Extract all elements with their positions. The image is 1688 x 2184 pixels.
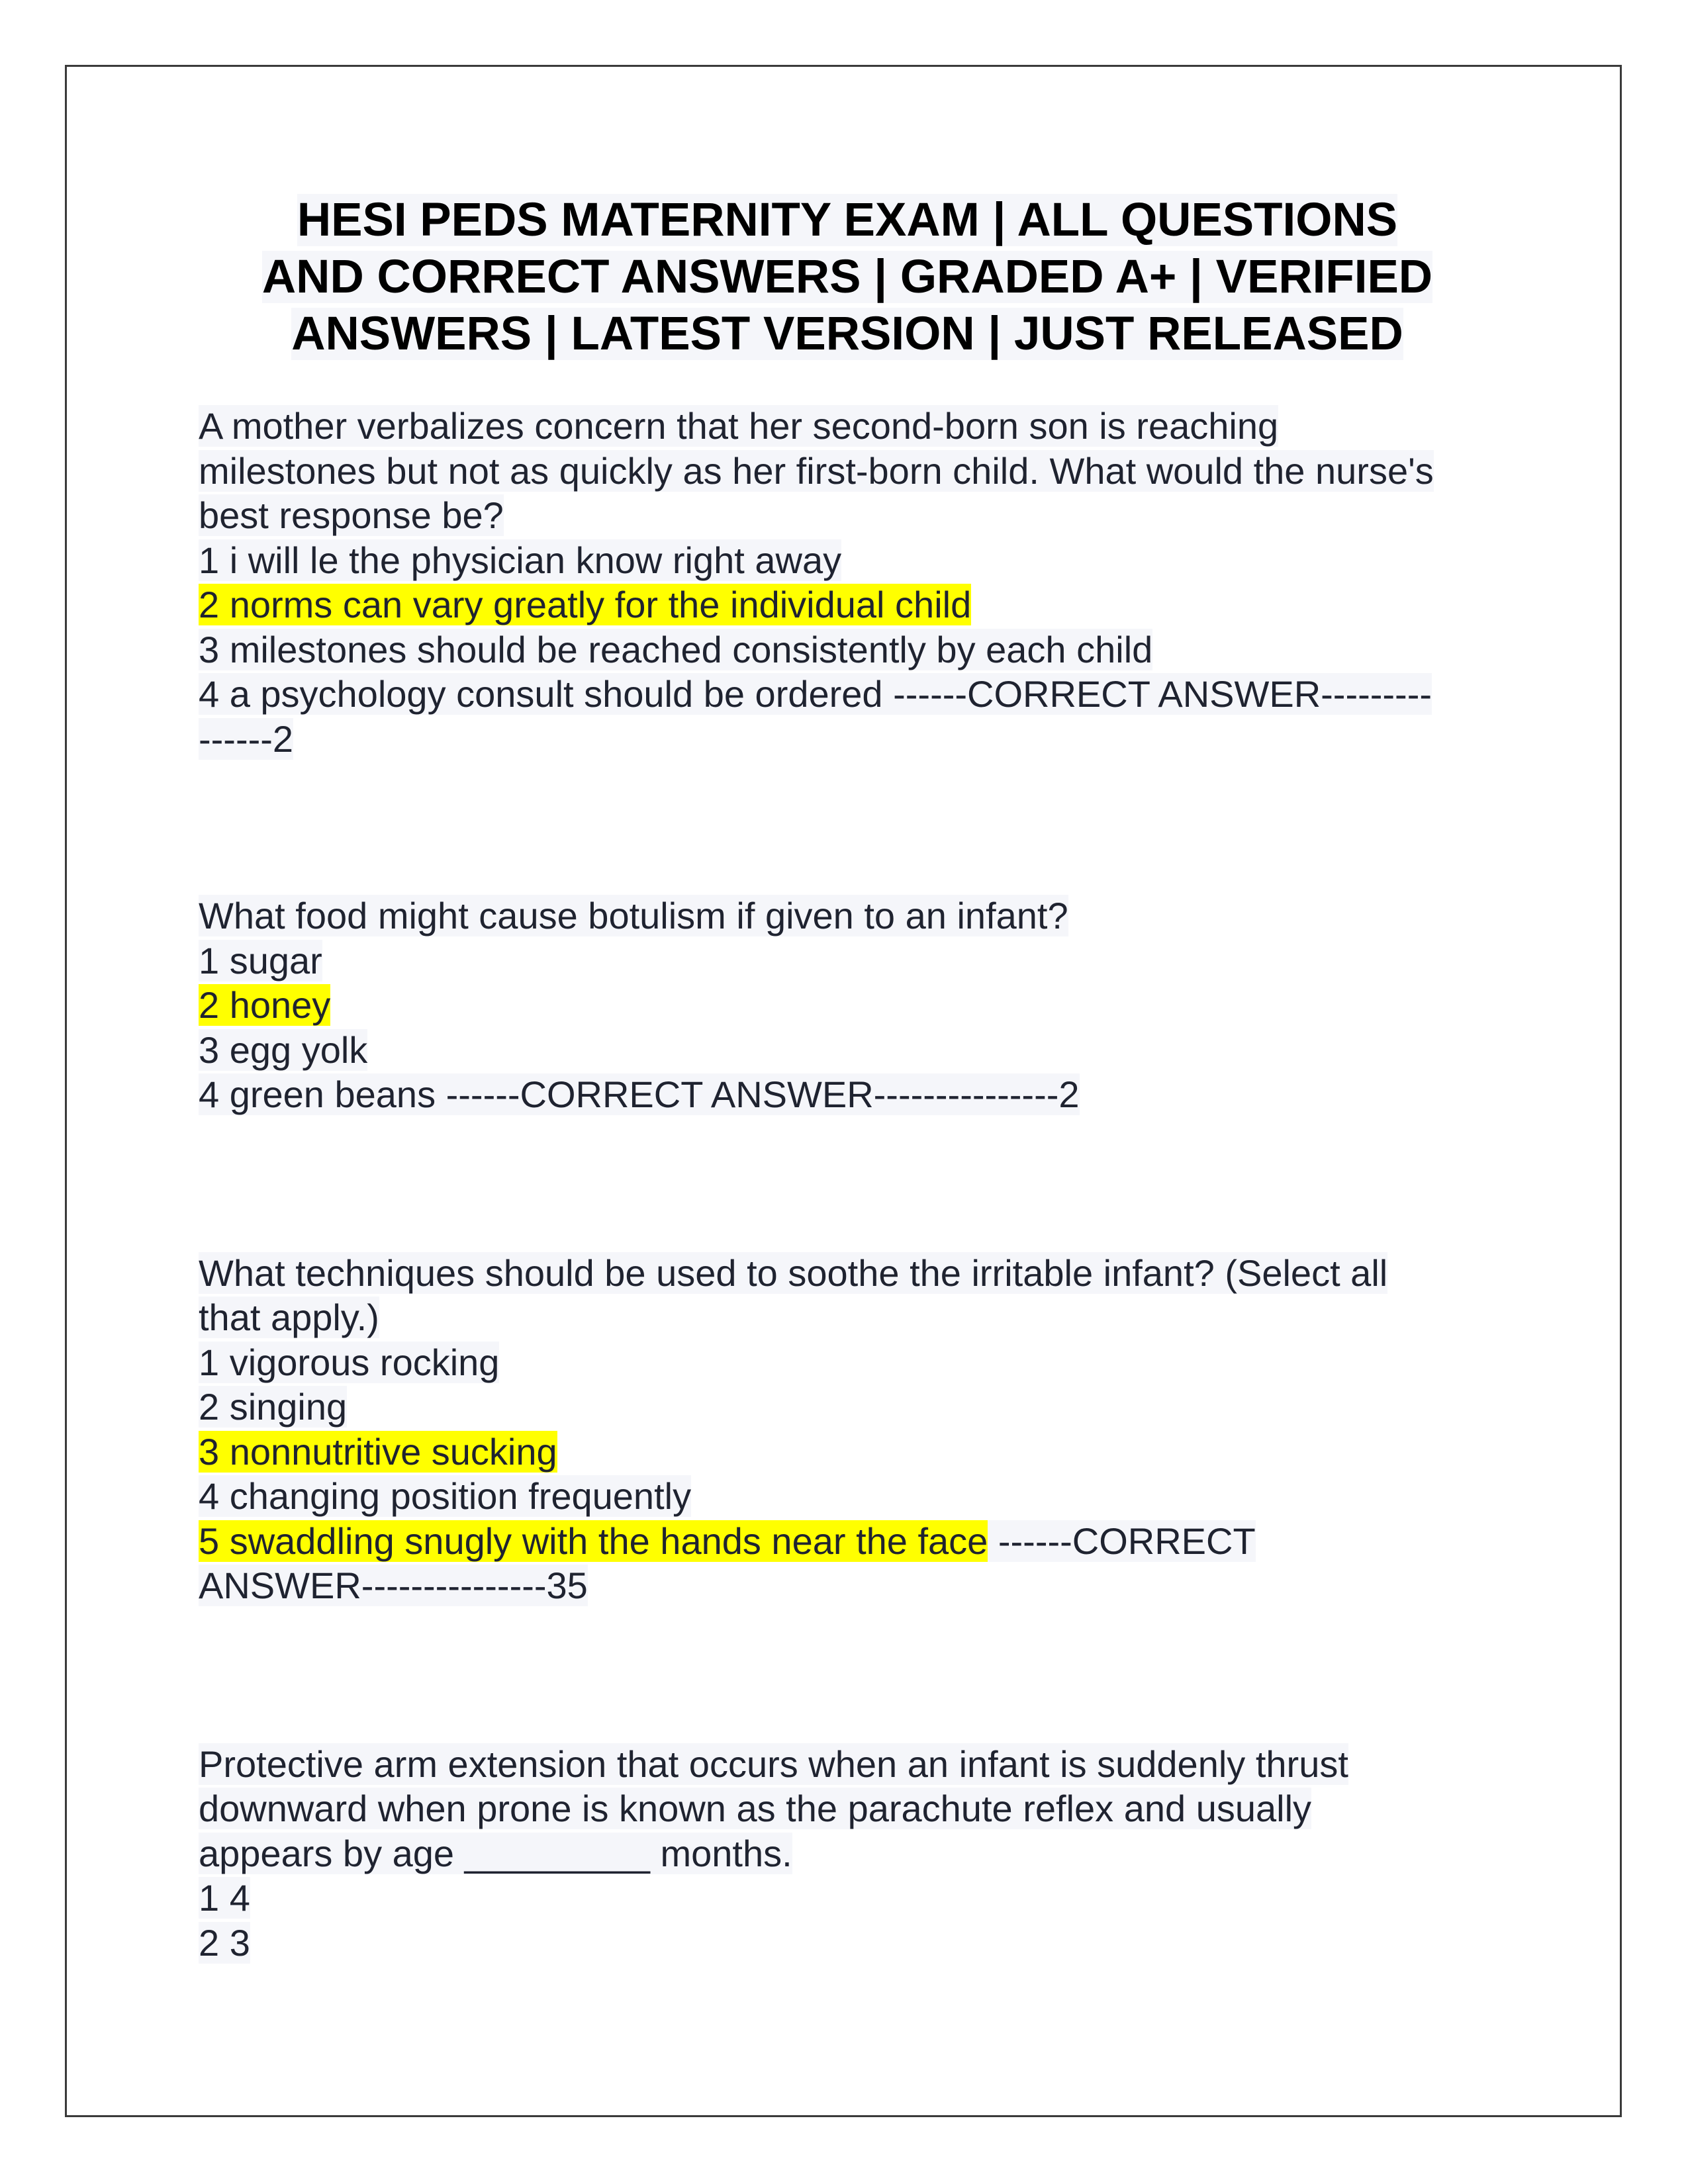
- correct-answer-key: ------2: [199, 717, 294, 760]
- question-text: milestones but not as quickly as her first-born child. What would the nurse's: [199, 449, 1434, 492]
- answer-option: 1 sugar: [199, 939, 322, 981]
- question-text: Protective arm extension that occurs when an infant is suddenly thrust: [199, 1743, 1348, 1785]
- question-text: that apply.): [199, 1297, 379, 1338]
- answer-option: 2 3: [199, 1921, 250, 1964]
- correct-answer-key: ------CORRECT: [988, 1520, 1256, 1562]
- question-text: What techniques should be used to soothe the irritable infant? (Select all: [199, 1251, 1388, 1294]
- document-title: [199, 192, 1496, 363]
- highlighted-answer-option: 2 honey: [199, 984, 331, 1026]
- title-line: HESI PEDS MATERNITY EXAM | ALL QUESTIONS: [297, 194, 1398, 246]
- highlighted-answer-option: 5 swaddling snugly with the hands near the face: [199, 1520, 988, 1562]
- question-4: [199, 1742, 1496, 1966]
- question-text: What food might cause botulism if given to an infant?: [199, 895, 1068, 936]
- question-text: appears by age _________ months.: [199, 1832, 792, 1874]
- answer-option: 1 i will le the physician know right away: [199, 539, 842, 581]
- question-text: downward when prone is known as the parachute reflex and usually: [199, 1788, 1312, 1829]
- answer-option: 4 changing position frequently: [199, 1475, 692, 1517]
- question-text: best response be?: [199, 494, 504, 536]
- answer-option: 3 milestones should be reached consistently by each child: [199, 628, 1153, 670]
- question-3: [199, 1251, 1496, 1608]
- answer-option: 3 egg yolk: [199, 1028, 368, 1071]
- highlighted-answer-option: 3 nonnutritive sucking: [199, 1430, 557, 1473]
- question-2: [199, 893, 1496, 1117]
- question-1: [199, 404, 1496, 761]
- answer-option: 1 vigorous rocking: [199, 1341, 500, 1383]
- highlighted-answer-option: 2 norms can vary greatly for the individual child: [199, 584, 972, 625]
- answer-option: 2 singing: [199, 1386, 348, 1428]
- title-line: AND CORRECT ANSWERS | GRADED A+ | VERIFIED: [261, 251, 1433, 303]
- question-text: A mother verbalizes concern that her second-born son is reaching: [199, 405, 1279, 447]
- correct-answer-key: ANSWER---------------35: [199, 1565, 588, 1606]
- title-line: ANSWERS | LATEST VERSION | JUST RELEASED: [291, 308, 1403, 360]
- document-content: [199, 192, 1496, 1965]
- answer-option: 4 green beans ------CORRECT ANSWER---------------2: [199, 1073, 1080, 1115]
- answer-option: 1 4: [199, 1877, 250, 1919]
- answer-option: 4 a psychology consult should be ordered ------CORRECT ANSWER---------: [199, 673, 1432, 715]
